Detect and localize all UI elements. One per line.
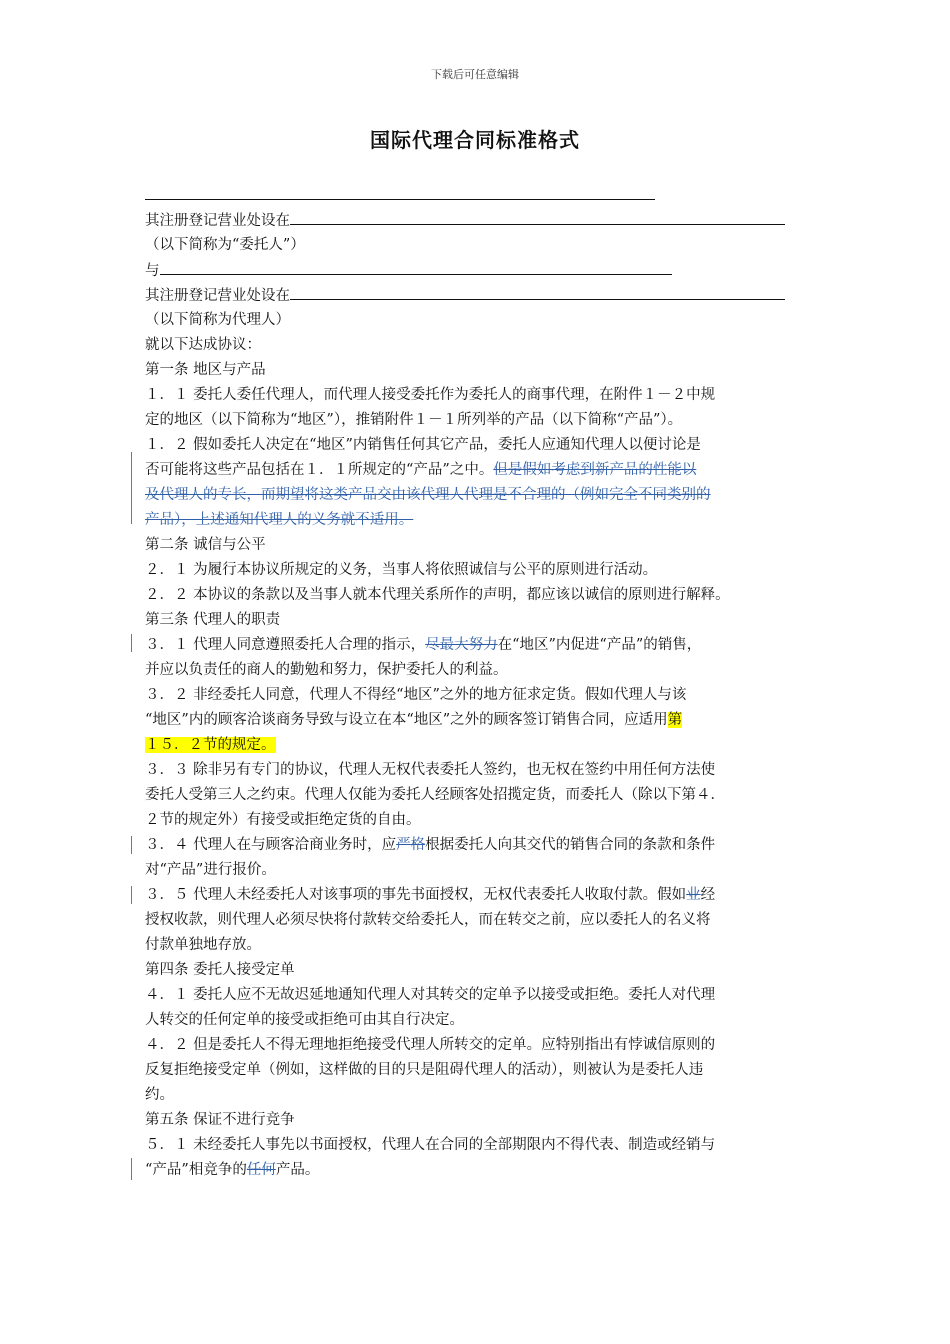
article-heading: 第五条 保证不进行竞争 bbox=[145, 1112, 295, 1128]
text-line: 对“产品”进行报价。 bbox=[145, 862, 276, 878]
highlighted-text: １５．２节的规定。 bbox=[145, 737, 276, 753]
text-line: 否可能将这些产品包括在１．１所规定的“产品”之中。但是假如考虑到新产品的性能以 bbox=[145, 462, 697, 478]
text-line: ３．３ 除非另有专门的协议，代理人无权代表委托人签约，也无权在签约中用任何方法使 bbox=[145, 762, 716, 778]
text-line: ４．１ 委托人应不无故迟延地通知代理人对其转交的定单予以接受或拒绝。委托人对代理 bbox=[145, 987, 716, 1003]
text-line: 与 bbox=[145, 258, 825, 283]
article-heading: 第一条 地区与产品 bbox=[145, 362, 266, 378]
text-line: 其注册登记营业处设在 bbox=[145, 283, 825, 308]
deleted-text: 严格 bbox=[396, 837, 426, 853]
contract-body bbox=[145, 183, 825, 1183]
text-line: ４．２ 但是委托人不得无理地拒绝接受代理人所转交的定单。应特别指出有悖诚信原则的 bbox=[145, 1037, 716, 1053]
text-line: ５．１ 未经委托人事先以书面授权，代理人在合同的全部期限内不得代表、制造或经销与 bbox=[145, 1137, 716, 1153]
text-line: 定的地区（以下简称为“地区”），推销附件１－１所列举的产品（以下简称“产品”）。 bbox=[145, 412, 683, 428]
text-line bbox=[145, 483, 825, 508]
document-title: 国际代理合同标准格式 bbox=[370, 128, 580, 152]
text-line: 反复拒绝接受定单（例如，这样做的目的只是阻碍代理人的活动），则被认为是委托人违 bbox=[145, 1062, 704, 1078]
text-line: １．２ 假如委托人决定在“地区”内销售任何其它产品，委托人应通知代理人以便讨论是 bbox=[145, 437, 701, 453]
text-line bbox=[145, 508, 825, 533]
fill-in-blank[interactable] bbox=[290, 283, 785, 300]
deleted-text: 产品），上述通知代理人的义务就不适用。 bbox=[145, 512, 414, 528]
deleted-text: 任何 bbox=[246, 1162, 276, 1178]
text-line: 就以下达成协议： bbox=[145, 337, 261, 353]
text-line: ３．２ 非经委托人同意，代理人不得经“地区”之外的地方征求定货。假如代理人与该 bbox=[145, 687, 687, 703]
text-line: 付款单独地存放。 bbox=[145, 937, 261, 953]
deleted-text: 但是假如考虑到新产品的性能以 bbox=[493, 462, 697, 478]
text-line: 委托人受第三人之约束。代理人仅能为委托人经顾客处招揽定货，而委托人（除以下第４． bbox=[145, 787, 725, 803]
fill-in-blank[interactable] bbox=[145, 183, 655, 200]
text-line: ２．２ 本协议的条款以及当事人就本代理关系所作的声明，都应该以诚信的原则进行解释。 bbox=[145, 587, 730, 603]
text-line: “地区”内的顾客洽谈商务导致与设立在本“地区”之外的顾客签订销售合同，应适用第 bbox=[145, 712, 683, 728]
change-bar bbox=[131, 886, 132, 904]
change-bar bbox=[131, 836, 132, 854]
fill-in-blank[interactable] bbox=[290, 208, 785, 225]
fill-in-blank[interactable] bbox=[160, 258, 672, 275]
text-line: “产品”相竞争的任何产品。 bbox=[145, 1162, 320, 1178]
deleted-text: 及代理人的专长，而期望将这类产品交由该代理人代理是不合理的（例如完全不同类别的 bbox=[145, 487, 711, 503]
text-line bbox=[145, 733, 825, 758]
text-line: 其注册登记营业处设在 bbox=[145, 208, 825, 233]
blank-line bbox=[145, 183, 825, 208]
text-line: 约。 bbox=[145, 1087, 174, 1103]
change-bar bbox=[131, 452, 132, 524]
text-line: 人转交的任何定单的接受或拒绝可由其自行决定。 bbox=[145, 1012, 464, 1028]
change-bar bbox=[131, 1158, 132, 1180]
deleted-text: 尽最大努力 bbox=[425, 637, 498, 653]
deleted-text: 业 bbox=[686, 887, 701, 903]
article-heading: 第三条 代理人的职责 bbox=[145, 612, 281, 628]
text-line: ２节的规定外）有接受或拒绝定货的自由。 bbox=[145, 812, 421, 828]
page-header-note: 下载后可任意编辑 bbox=[431, 68, 519, 81]
text-line: ２．１ 为履行本协议所规定的义务，当事人将依照诚信与公平的原则进行活动。 bbox=[145, 562, 658, 578]
change-bar bbox=[131, 634, 132, 652]
text-line: 并应以负责任的商人的勤勉和努力，保护委托人的利益。 bbox=[145, 662, 508, 678]
highlighted-text: 第 bbox=[667, 712, 683, 728]
text-line: １．１ 委托人委任代理人，而代理人接受委托作为委托人的商事代理，在附件１－２中规 bbox=[145, 387, 716, 403]
article-heading: 第二条 诚信与公平 bbox=[145, 537, 266, 553]
article-heading: 第四条 委托人接受定单 bbox=[145, 962, 295, 978]
text-line: ３．４ 代理人在与顾客洽商业务时，应严格根据委托人向其交代的销售合同的条款和条件 bbox=[145, 837, 716, 853]
text-line: （以下简称为“委托人”） bbox=[145, 237, 305, 253]
text-line: ３．１ 代理人同意遵照委托人合理的指示，尽最大努力在“地区”内促进“产品”的销售， bbox=[145, 637, 702, 653]
text-line: 授权收款，则代理人必须尽快将付款转交给委托人，而在转交之前，应以委托人的名义将 bbox=[145, 912, 711, 928]
text-line: ３．５ 代理人未经委托人对该事项的事先书面授权，无权代表委托人收取付款。假如业经 bbox=[145, 887, 716, 903]
text-line: （以下简称为代理人） bbox=[145, 312, 290, 328]
